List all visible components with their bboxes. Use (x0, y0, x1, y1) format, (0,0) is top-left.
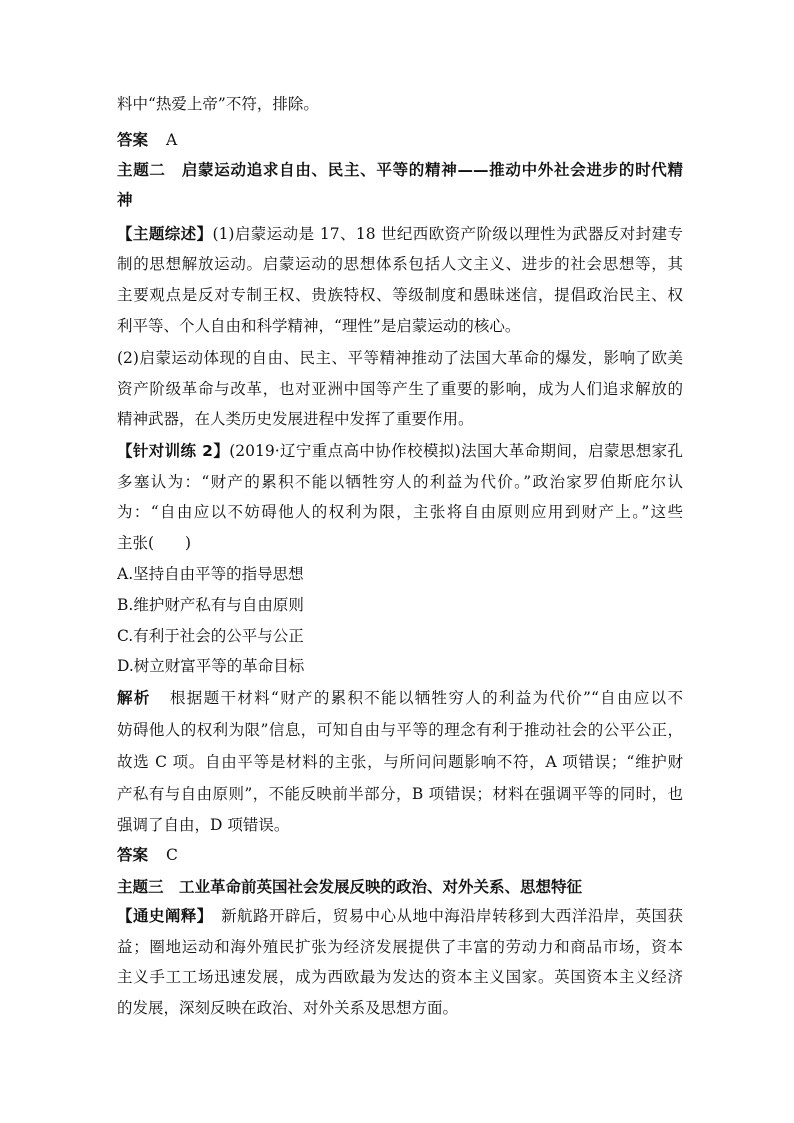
summary-line-3: 主要观点是反对专制王权、贵族特权、等级制度和愚昧迷信，提倡政治民主、权 (117, 286, 683, 304)
para2-line-2: 资产阶级革命与改革，也对亚洲中国等产生了重要的影响，成为人们追求解放的 (117, 380, 683, 398)
answer-label-2: 答案 (117, 846, 149, 864)
answer-label: 答案 (117, 131, 149, 149)
explain-line-4: 的发展，深刻反映在政治、对外关系及思想方面。 (117, 999, 459, 1017)
training-line-3: 为：“自由应以不妨碍他人的权利为限，主张将自由原则应用到财产上。”这些 (117, 503, 683, 521)
para2-line-1: (2)启蒙运动体现的自由、民主、平等精神推动了法国大革命的爆发，影响了欧美 (117, 349, 683, 367)
analysis-label: 解析 (117, 689, 151, 707)
option-a: A.坚持自由平等的指导思想 (117, 565, 304, 583)
theme2-title-line1: 主题二 启蒙运动追求自由、民主、平等的精神——推动中外社会进步的时代精 (117, 161, 683, 179)
explain-line-3: 主义手工工场迅速发展，成为西欧最为发达的资本主义国家。英国资本主义经济 (117, 968, 683, 986)
explain-line-2: 益；圈地运动和海外殖民扩张为经济发展提供了丰富的劳动力和商品市场，资本 (117, 938, 683, 956)
answer-value-2: C (166, 846, 178, 864)
answer-value: A (166, 131, 178, 149)
explain-line-1: 【通史阐释】 新航路开辟后，贸易中心从地中海沿岸转移到大西洋沿岸，英国获 (117, 907, 683, 925)
analysis-line-4: 产私有与自由原则”，不能反映前半部分，B 项错误；材料在强调平等的同时，也 (117, 785, 683, 803)
summary-label: 【主题综述】 (117, 225, 213, 243)
analysis-line-1: 解析 根据题干材料“财产的累积不能以牺牲穷人的利益为代价”“自由应以不 (117, 689, 683, 707)
para2-line-3: 精神武器，在人类历史发展进程中发挥了重要作用。 (117, 410, 474, 428)
theme3-title: 主题三 工业革命前英国社会发展反映的政治、对外关系、思想特征 (117, 878, 583, 896)
option-d: D.树立财富平等的革命目标 (117, 657, 305, 675)
training-line-4: 主张( ) (117, 534, 192, 552)
prev-analysis-tail: 料中“热爱上帝”不符，排除。 (117, 95, 319, 113)
answer-c-line (117, 845, 683, 865)
option-c: C.有利于社会的公平与公正 (117, 627, 304, 645)
analysis-line-5: 强调了自由，D 项错误。 (117, 816, 290, 834)
explain-label: 【通史阐释】 (117, 907, 213, 925)
training-line-1: 【针对训练 2】(2019·辽宁重点高中协作校模拟)法国大革命期间，启蒙思想家孔 (117, 442, 683, 460)
summary-line-2: 制的思想解放运动。启蒙运动的思想体系包括人文主义、进步的社会思想等，其 (117, 255, 683, 273)
summary-line-1: 【主题综述】(1)启蒙运动是 17、18 世纪西欧资产阶级以理性为武器反对封建专 (117, 225, 683, 243)
summary-line-4: 利平等、个人自由和科学精神，“理性”是启蒙运动的核心。 (117, 317, 521, 335)
training-line-2: 多塞认为：“财产的累积不能以牺牲穷人的利益为代价。”政治家罗伯斯庇尔认 (117, 473, 683, 491)
answer-a-line (117, 130, 683, 150)
training-label: 【针对训练 2】 (117, 442, 230, 460)
analysis-line-3: 故选 C 项。自由平等是材料的主张，与所问问题影响不符，A 项错误；“维护财 (117, 753, 683, 771)
analysis-line-2: 妨碍他人的权利为限”信息，可知自由与平等的理念有利于推动社会的公平公正， (117, 721, 683, 739)
theme2-title-line2: 神 (117, 191, 133, 209)
option-b: B.维护财产私有与自由原则 (117, 596, 304, 614)
